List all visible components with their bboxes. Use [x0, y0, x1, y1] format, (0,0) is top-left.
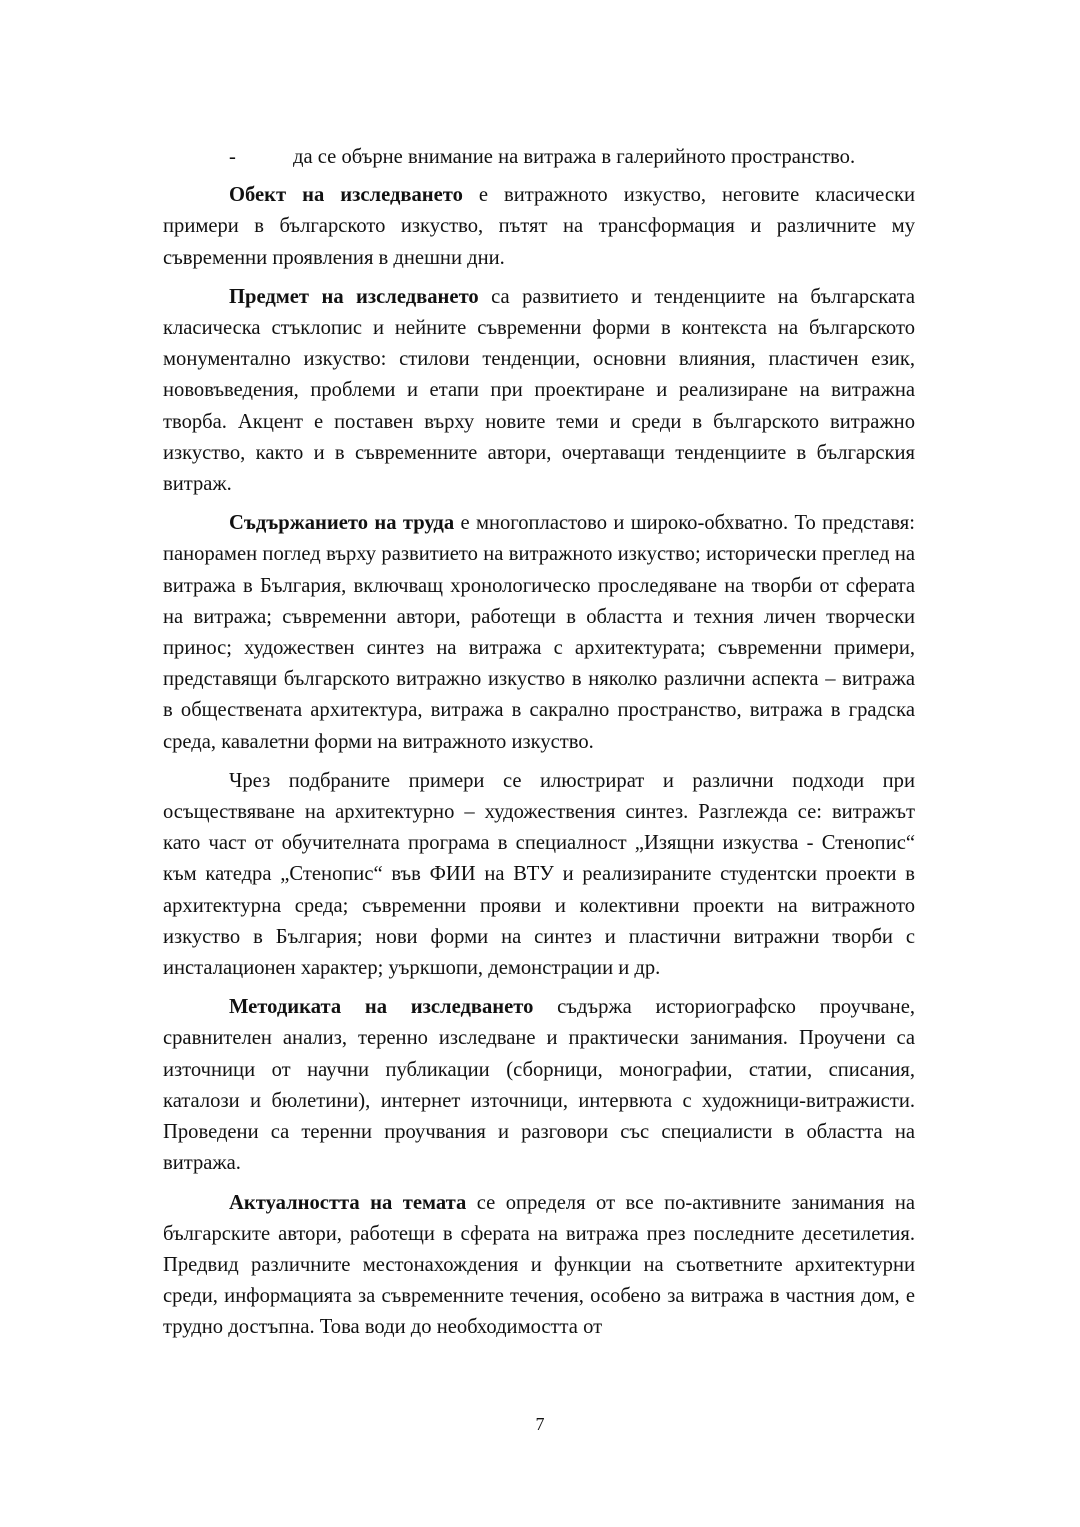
- paragraph-object: [163, 180, 915, 274]
- paragraph-content: [163, 508, 915, 758]
- paragraph-text: съдържа историографско проучване, сравнителен анализ, теренно изследване и практически занимания. Проучени са източници от научни публикации (сборници, монографии, статии, списания, каталози и бюлетини), интернет източници, интервюта с художници-витражисти. Проведени са теренни проучвания и разговори със специалисти в областта на витража.: [163, 996, 915, 1175]
- paragraph-methodology: [163, 992, 915, 1179]
- page-body: [163, 142, 915, 1352]
- paragraph-text: Чрез подбраните примери се илюстрират и различни подходи при осъществяване на архитектурно – художествения синтез. Разглежда се: витражът като част от обучителната програма в специалност „Изящни изкуства - Стенопис“ към катедра „Стенопис“ във ФИИ на ВТУ и реализираните студентски проекти в архитектурна среда; съвременни прояви и колективни проекти на витражното изкуство в България; нови форми на синтез и пластични витражни творби с инсталационен характер; уъркшопи, демонстрации и др.: [163, 769, 915, 980]
- paragraph-heading: Обект на изследването: [229, 184, 463, 207]
- paragraph-heading: Предмет на изследването: [229, 285, 479, 308]
- paragraph-text: е многопластово и широко-обхватно. То представя: панорамен поглед върху развитието на витражното изкуство; исторически преглед на витража в България, включващ хронологическо проследяване на творби от сферата на витража; съвременни автори, работещи в областта и техния личен творчески принос; художествен синтез на витража с архитектурата; съвременни примери, представящи българското витражно изкуство в няколко различни аспекта – витража в обществената архитектура, витража в сакрално пространство, витража в градска среда, кавалетни форми на витражното изкуство.: [163, 512, 915, 753]
- paragraph-relevance: [163, 1188, 915, 1344]
- paragraph-examples: [163, 766, 915, 984]
- paragraph-heading: Методиката на изследването: [229, 996, 534, 1019]
- paragraph-subject: [163, 282, 915, 500]
- paragraph-text: се определя от все по-активните занимания на българските автори, работещи в сферата на витража през последните десетилетия. Предвид различните местонахождения и функции на съответните архитектурни среди, информацията за съвременните течения, особено за витража в частния дом, е трудно достъпна. Това води до необходимостта от: [163, 1191, 915, 1339]
- paragraph-text: е витражното изкуство, неговите класически примери в българското изкуство, пътят на трансформация и различните му съвременни проявления в днешни дни.: [163, 184, 915, 269]
- paragraph-heading: Съдържанието на труда: [229, 512, 455, 535]
- list-marker: -: [229, 146, 236, 168]
- page-number: 7: [535, 1414, 545, 1434]
- list-item-text: да се обърне внимание на витража в галерийното пространство.: [293, 146, 856, 168]
- paragraph-heading: Актуалността на темата: [229, 1191, 467, 1214]
- list-item: [163, 142, 915, 173]
- paragraph-text: са развитието и тенденциите на българската класическа стъклопис и нейните съвременни форми в контекста на българското монументално изкуство: стилови тенденции, основни влияния, пластичен език, нововъведения, проблеми и етапи при проектиране и реализиране на витражна творба. Акцент е поставен върху новите теми и среди в българското витражно изкуство, както и в съвременните автори, очертаващи тенденциите в българския витраж.: [163, 285, 915, 496]
